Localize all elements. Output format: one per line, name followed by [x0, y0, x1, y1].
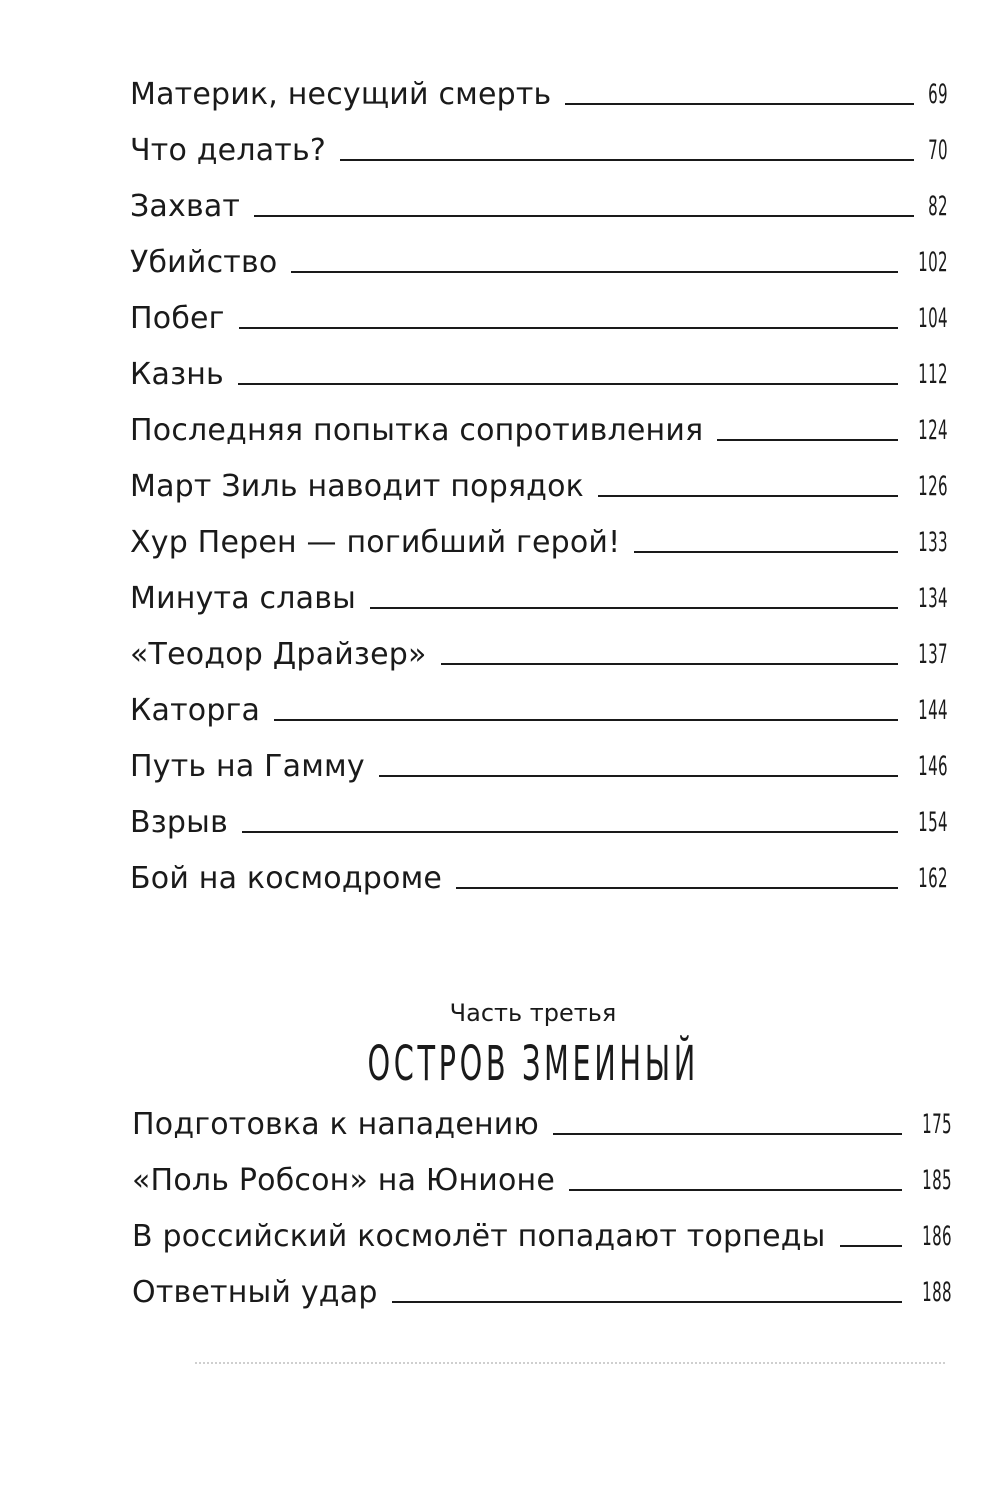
- toc-entry: [130, 398, 948, 448]
- toc-entry-page: 124: [918, 415, 948, 446]
- toc-leader: [598, 495, 898, 497]
- toc-entry: [130, 174, 948, 224]
- toc-entry-title: Захват: [130, 189, 241, 224]
- toc-entry-page: 102: [918, 247, 948, 278]
- toc-leader: [370, 607, 898, 609]
- toc-entry: [132, 1092, 952, 1142]
- toc-entry: [132, 1260, 952, 1310]
- toc-leader: [379, 775, 898, 777]
- toc-entry-page: 186: [922, 1221, 952, 1252]
- toc-entry: [130, 230, 948, 280]
- toc-entry-title: «Теодор Драйзер»: [130, 637, 427, 672]
- toc-leader: [840, 1245, 903, 1247]
- toc-leader: [441, 663, 899, 665]
- toc-entry-page: 146: [918, 751, 948, 782]
- bottom-divider: [195, 1362, 945, 1364]
- toc-entry: [130, 566, 948, 616]
- toc-entry-title: В российский космолёт попадают торпеды: [132, 1219, 826, 1254]
- toc-entry-title: Что делать?: [130, 133, 326, 168]
- toc-entry-title: Последняя попытка сопротивления: [130, 413, 704, 448]
- toc-leader: [634, 551, 898, 553]
- toc-entry-title: Ответный удар: [132, 1275, 378, 1310]
- toc-entry-title: Бой на космодроме: [130, 861, 443, 896]
- toc-entry: [130, 454, 948, 504]
- toc-leader: [392, 1301, 903, 1303]
- toc-entry: [132, 1204, 952, 1254]
- toc-leader: [242, 831, 898, 833]
- toc-entry-page: 133: [918, 527, 948, 558]
- toc-leader: [553, 1133, 902, 1135]
- toc-entry-page: 112: [918, 359, 948, 390]
- toc-entry-title: Материк, несущий смерть: [130, 77, 552, 112]
- toc-entry-title: Подготовка к нападению: [132, 1107, 539, 1142]
- toc-entry: [130, 790, 948, 840]
- toc-entry-page: 144: [918, 695, 948, 726]
- toc-entry-page: 154: [918, 807, 948, 838]
- toc-entry: [130, 118, 948, 168]
- toc-entry: [130, 62, 948, 112]
- toc-leader: [254, 215, 914, 217]
- part-label: Часть третья: [449, 999, 617, 1027]
- toc-leader: [717, 439, 898, 441]
- toc-entry-page: 70: [928, 135, 948, 166]
- toc-leader: [565, 103, 914, 105]
- toc-entry-page: 162: [918, 863, 948, 894]
- toc-leader: [569, 1189, 902, 1191]
- toc-entry: [130, 286, 948, 336]
- toc-entry: [130, 342, 948, 392]
- toc-entry-page: 175: [922, 1109, 952, 1140]
- toc-entry-page: 104: [918, 303, 948, 334]
- toc-entry-title: Путь на Гамму: [130, 749, 365, 784]
- toc-entry-title: Март Зиль наводит порядок: [130, 469, 585, 504]
- toc-entry-title: Побег: [130, 301, 225, 336]
- toc-entry-page: 82: [928, 191, 948, 222]
- toc-entry-title: Минута славы: [130, 581, 356, 616]
- toc-entry-title: Хур Перен — погибший герой!: [130, 525, 621, 560]
- part-title-text: ОСТРОВ ЗМЕИНЫЙ: [367, 1036, 699, 1092]
- toc-entry-page: 185: [922, 1165, 952, 1196]
- toc-entry-page: 137: [918, 639, 948, 670]
- part-title: [0, 1036, 1000, 1092]
- toc-entry: [130, 510, 948, 560]
- toc-entry-page: 126: [918, 471, 948, 502]
- toc-leader: [456, 887, 898, 889]
- toc-entry-title: «Поль Робсон» на Юнионе: [132, 1163, 556, 1198]
- toc-entry: [130, 734, 948, 784]
- toc-entry: [130, 622, 948, 672]
- toc-leader: [274, 719, 898, 721]
- toc-leader: [291, 271, 898, 273]
- toc-entry-title: Казнь: [130, 357, 224, 392]
- toc-entry: [130, 846, 948, 896]
- toc-entry: [130, 678, 948, 728]
- toc-entry-title: Взрыв: [130, 805, 228, 840]
- toc-entry-title: Убийство: [130, 245, 278, 280]
- toc-entry-page: 69: [928, 79, 948, 110]
- toc-entry-page: 188: [922, 1277, 952, 1308]
- toc-entry-page: 134: [918, 583, 948, 614]
- toc-leader: [238, 383, 898, 385]
- toc-leader: [340, 159, 914, 161]
- toc-entry: [132, 1148, 952, 1198]
- toc-entry-title: Каторга: [130, 693, 261, 728]
- toc-leader: [239, 327, 899, 329]
